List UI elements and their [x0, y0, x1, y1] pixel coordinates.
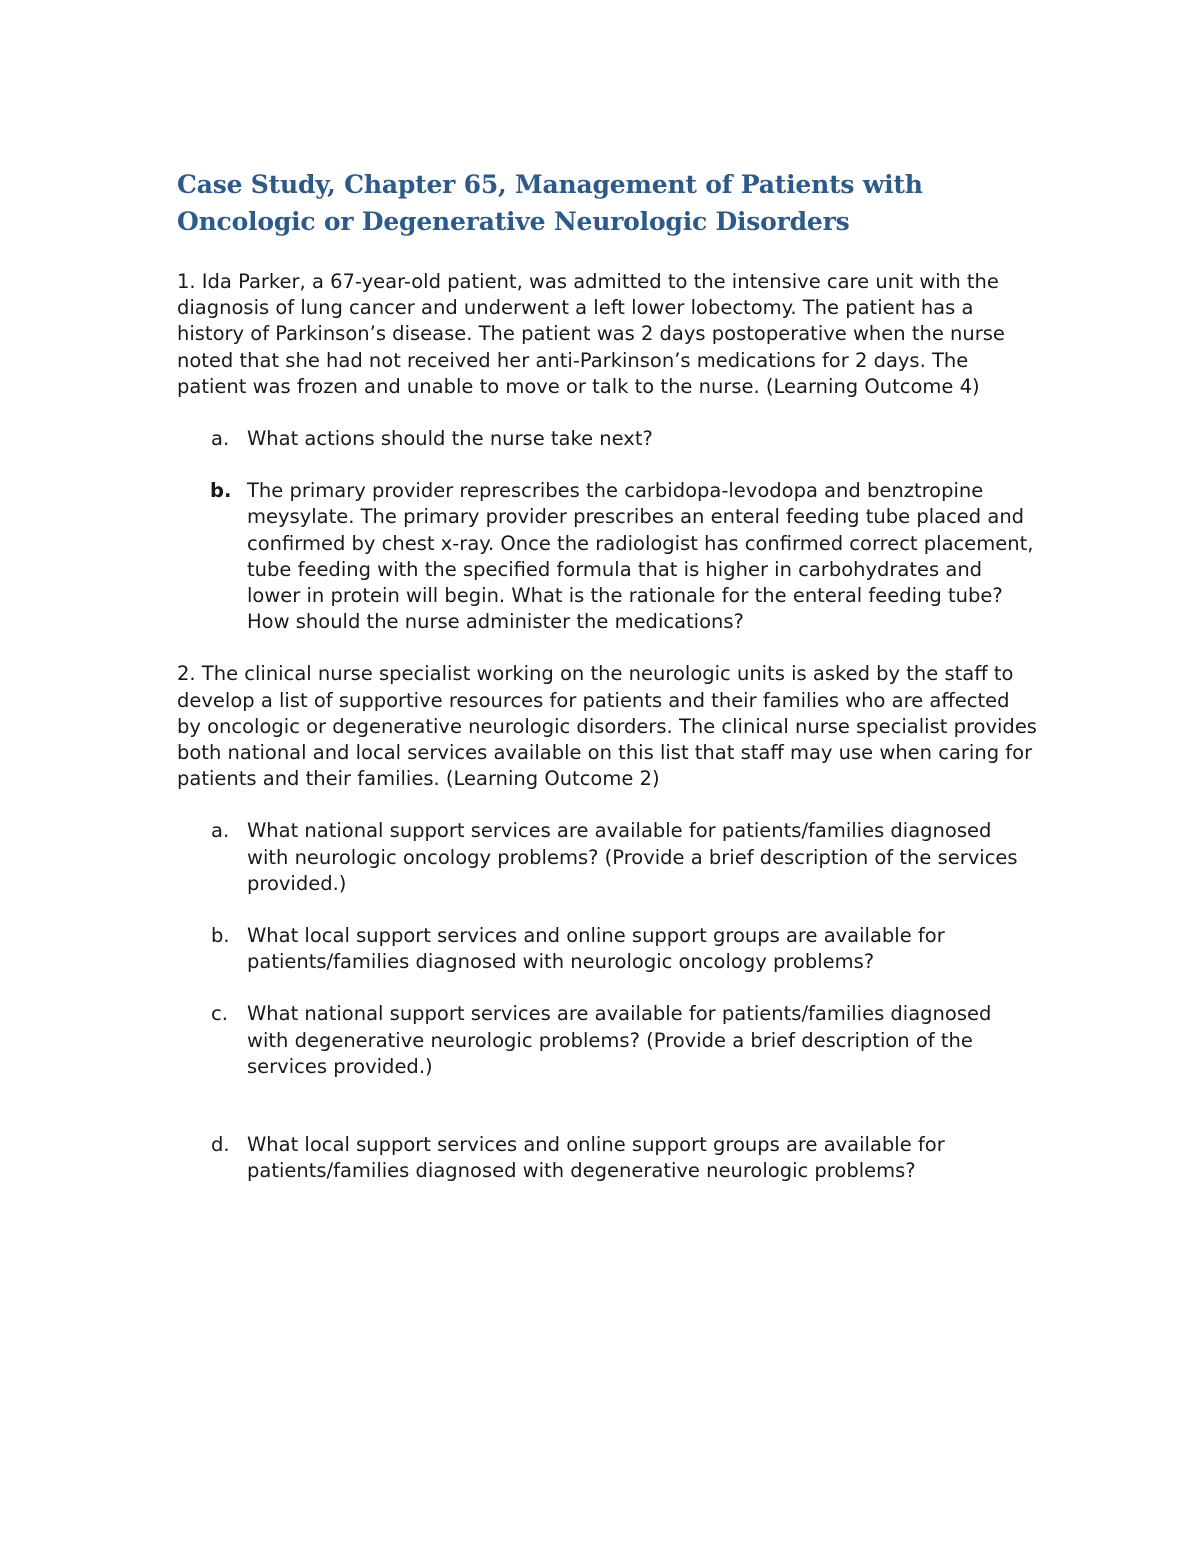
question-1a-text: What actions should the nurse take next?: [247, 427, 653, 451]
question-2c: [177, 1001, 1037, 1080]
question-1b: [177, 478, 1037, 635]
title-line-2: Oncologic or Degenerative Neurologic Disorders: [177, 207, 850, 236]
list-marker: b.: [210, 479, 232, 503]
question-2d-text: What local support services and online support groups are available for patients/families diagnosed with degenerative neurologic problems?: [247, 1133, 945, 1183]
title-line-1: Case Study, Chapter 65, Management of Patients with: [177, 170, 923, 199]
document-title: [177, 166, 1037, 240]
question-1a: [177, 426, 1037, 452]
question-2b: [177, 923, 1037, 975]
question-2a-text: What national support services are available for patients/families diagnosed with neurologic oncology problems? (Provide a brief description of the services provided.): [247, 819, 1018, 895]
question-1-subitems: [177, 426, 1037, 635]
list-marker: b.: [211, 924, 230, 948]
question-1-text: 1. Ida Parker, a 67-year-old patient, was admitted to the intensive care unit with the diagnosis of lung cancer and underwent a left lower lobectomy. The patient has a history of Parkinson’s disease. The patient was 2 days postoperative when the nurse noted that she had not received her anti-Parkinson’s medications for 2 days. The patient was frozen and unable to move or talk to the nurse. (Learning Outcome 4): [177, 270, 1005, 398]
list-marker: a.: [211, 819, 230, 843]
question-2b-text: What local support services and online support groups are available for patients/families diagnosed with neurologic oncology problems?: [247, 924, 945, 974]
list-marker: a.: [211, 427, 230, 451]
question-2d: [177, 1132, 1037, 1184]
question-2c-text: What national support services are available for patients/families diagnosed with degenerative neurologic problems? (Provide a brief description of the services provided.): [247, 1002, 992, 1078]
list-marker: c.: [211, 1002, 228, 1026]
question-1b-text: The primary provider represcribes the carbidopa-levodopa and benztropine meysylate. The primary provider prescribes an enteral feeding tube placed and confirmed by chest x-ray. Once the radiologist has confirmed correct placement, tube feeding with the specified formula that is higher in carbohydrates and lower in protein will begin. What is the rationale for the enteral feeding tube? How should the nurse administer the medications?: [247, 479, 1034, 634]
document-page: [177, 166, 1037, 1210]
question-2-subitems: [177, 818, 1037, 1184]
question-2a: [177, 818, 1037, 897]
question-2-text: 2. The clinical nurse specialist working on the neurologic units is asked by the staff to develop a list of supportive resources for patients and their families who are affected by oncologic or degenerative neurologic disorders. The clinical nurse specialist provides both national and local services available on this list that staff may use when caring for patients and their families. (Learning Outcome 2): [177, 662, 1037, 791]
list-marker: d.: [211, 1133, 230, 1157]
